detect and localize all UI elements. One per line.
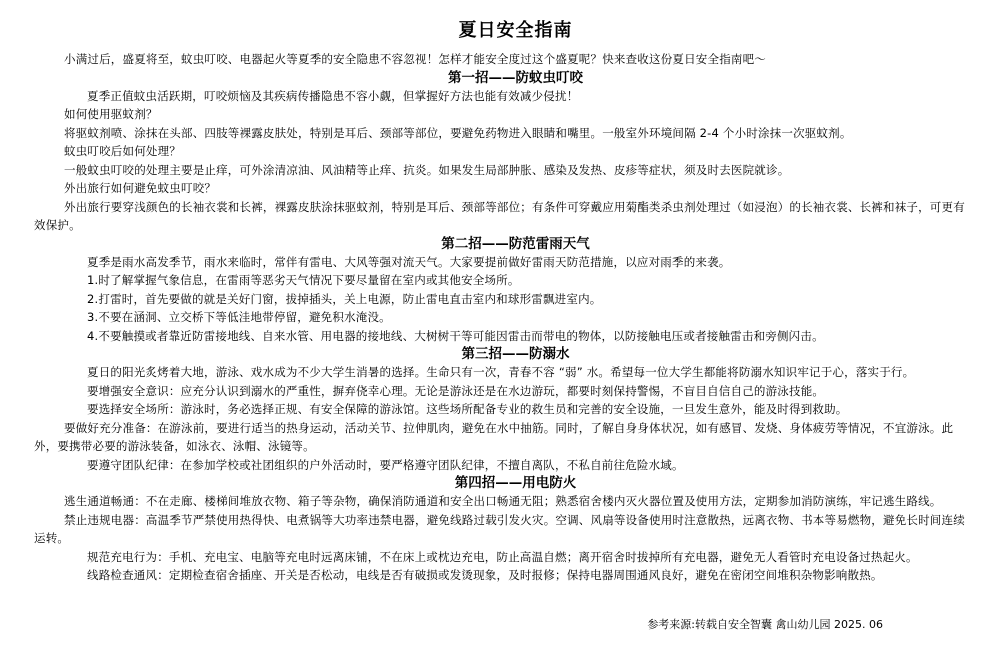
section-1-question-2: 蚊虫叮咬后如何处理？ xyxy=(64,144,181,158)
section-4-paragraph-2: 禁止违规电器：高温季节严禁使用热得快、电煮锅等大功率违禁电器，避免线路过载引发火灾。空调、风扇等设备使用时注意散热，远离衣物、书本等易燃物，避免长时间连续运转。 xyxy=(34,512,965,545)
section-4-paragraph-3: 规范充电行为：手机、充电宝、电脑等充电时远离床铺，不在床上或枕边充电，防止高温自燃；离开宿舍时拔掉所有充电器，避免无人看管时充电设备过热起火。 xyxy=(87,549,918,564)
section-4-paragraph-4: 线路检查通风：定期检查宿舍插座、开关是否松动，电线是否有破损或发烫现象，及时报修；保持电器周围通风良好，避免在密闭空间堆积杂物影响散热。 xyxy=(87,568,883,582)
section-3-heading: 第三招——防溺水 xyxy=(461,346,570,362)
section-2-paragraph: 夏季是雨水高发季节，雨水来临时，常伴有雷电、大风等强对流天气。大家要提前做好雷雨天防范措施，以应对雨季的来袭。 xyxy=(87,254,731,269)
section-1-answer-3: 外出旅行要穿浅颜色的长袖衣裳和长裤，裸露皮肤涂抹驱蚊剂，特别是耳后、颈部等部位；有条件可穿戴应用菊酯类杀虫剂处理过（如浸泡）的长袖衣裳、长裤和袜子，可更有效保护。 xyxy=(34,199,965,232)
section-1-answer-1: 将驱蚊剂喷、涂抹在头部、四肢等裸露皮肤处，特别是耳后、颈部等部位，要避免药物进入眼睛和嘴里。一般室外环境间隔 2-4 个小时涂抹一次驱蚊剂。 xyxy=(64,125,852,140)
page-title: 夏日安全指南 xyxy=(458,20,573,41)
section-1-question-1: 如何使用驱蚊剂？ xyxy=(64,107,158,121)
section-4-paragraph-1: 逃生通道畅通：不在走廊、楼梯间堆放衣物、箱子等杂物，确保消防通道和安全出口畅通无阻；熟悉宿舍楼内灭火器位置及使用方法，定期参加消防演练，牢记逃生路线。 xyxy=(64,494,942,508)
source-note: 参考来源:转载自安全智囊 禽山幼儿园 2025. 06 xyxy=(647,618,883,631)
section-2-item-3: 3.不要在涵洞、立交桥下等低洼地带停留，避免积水淹没。 xyxy=(87,310,391,324)
section-2-item-4: 4.不要触摸或者靠近防雷接地线、自来水管、用电器的接地线、大树树干等可能因雷击而带电的物体，以防接触电压或者接触雷击和旁侧闪击。 xyxy=(87,328,824,343)
section-3-paragraph-2: 要增强安全意识：应充分认识到溺水的严重性，摒弃侥幸心理。无论是游泳还是在水边游玩，都要时刻保持警惕，不盲目自信自己的游泳技能。 xyxy=(87,383,825,398)
section-1-heading: 第一招——防蚊虫叮咬 xyxy=(448,69,583,86)
section-3-paragraph-4: 要做好充分准备：在游泳前，要进行适当的热身运动，活动关节、拉伸肌肉，避免在水中抽筋。同时，了解自身身体状况，如有感冒、发烧、身体疲劳等情况，不宜游泳。此外，要携带必要的游泳装备，如泳衣、泳帽、泳镜等。 xyxy=(34,420,954,453)
section-1-question-3: 外出旅行如何避免蚊虫叮咬？ xyxy=(64,181,217,195)
section-2-item-1: 1.时了解掌握气象信息，在雷雨等恶劣天气情况下要尽量留在室内或其他安全场所。 xyxy=(87,273,520,287)
section-3-paragraph-5: 要遵守团队纪律：在参加学校或社团组织的户外活动时，要严格遵守团队纪律，不擅自离队，不私自前往危险水域。 xyxy=(87,457,684,472)
intro-paragraph: 小满过后，盛夏将至，蚊虫叮咬、电器起火等夏季的安全隐患不容忽视！怎样才能安全度过这个盛夏呢？快来查收这份夏日安全指南吧～ xyxy=(64,52,766,66)
section-2-item-2: 2.打雷时，首先要做的就是关好门窗，拔掉插头，关上电源，防止雷电直击室内和球形雷飘进室内。 xyxy=(87,291,602,306)
section-1-paragraph: 夏季正值蚊虫活跃期，叮咬烦恼及其疾病传播隐患不容小觑，但掌握好方法也能有效减少侵扰！ xyxy=(87,88,579,103)
section-4-heading: 第四招——用电防火 xyxy=(454,475,577,491)
section-3-paragraph-3: 要选择安全场所：游泳时，务必选择正规、有安全保障的游泳馆。这些场所配备专业的救生员和完善的安全设施，一旦发生意外，能及时得到救助。 xyxy=(87,402,848,416)
section-2-heading: 第二招——防范雷雨天气 xyxy=(441,235,590,252)
section-3-paragraph-1: 夏日的阳光炙烤着大地，游泳、戏水成为不少大学生消暑的选择。生命只有一次，青春不容 “弱” 水。希望每一位大学生都能将防溺水知识牢记于心，落实于行。 xyxy=(87,365,915,379)
section-1-answer-2: 一般蚊虫叮咬的处理主要是止痒，可外涂清凉油、风油精等止痒、抗炎。如果发生局部肿胀、感染及发热、皮疹等症状，须及时去医院就诊。 xyxy=(64,162,790,177)
